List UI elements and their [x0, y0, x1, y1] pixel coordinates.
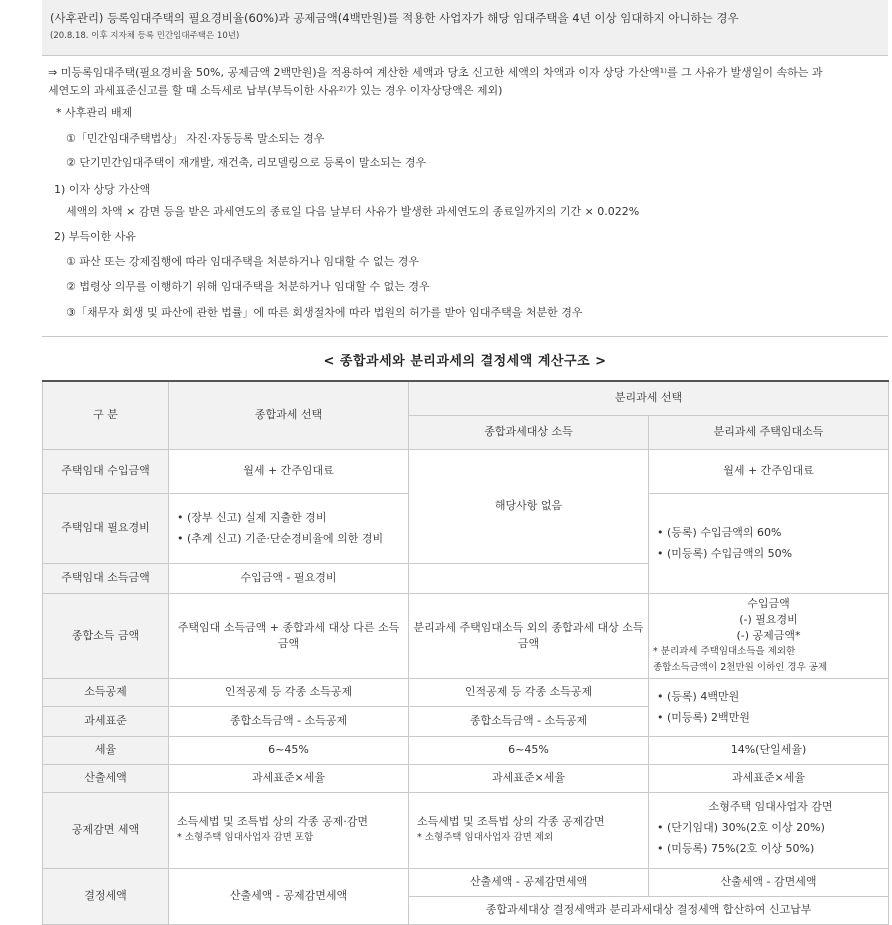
- credit-sep-rental-line-1: 소형주택 임대사업자 감면: [708, 799, 833, 813]
- cell-credit-sep-rental: [649, 792, 889, 868]
- interest-title: 1) 이자 상당 가산액: [54, 183, 151, 196]
- cell-final-tax-sep-total: 종합과세대상 결정세액과 분리과세대상 결정세액 합산하여 신고납부: [409, 896, 889, 924]
- cell-deduction-sep-rental: [649, 678, 889, 736]
- credit-sep-comp-line-1: 소득세법 및 조특법 상의 각종 공제감면: [417, 815, 605, 828]
- expenses-comp-bullet-2: • (추계 신고) 기준·단순경비율에 의한 경비: [177, 531, 384, 545]
- cell-rate-comp: 6~45%: [169, 736, 409, 764]
- credit-comp-line-2: * 소형주택 임대사업자 감면 포함: [177, 832, 314, 843]
- cell-rental-income-sep-comp: [409, 563, 649, 593]
- cell-deduction-comp: 인적공제 등 각종 소득공제: [169, 678, 409, 706]
- deduction-sep-rental-bullet-1: • (등록) 4백만원: [657, 689, 740, 703]
- cell-final-tax-comp: 산출세액 - 공제감면세액: [169, 868, 409, 924]
- post-management-box: [42, 0, 888, 56]
- header-sep-comprehensive-income: 종합과세대상 소득: [409, 415, 649, 449]
- cell-expenses-sep-rental: [649, 493, 889, 593]
- exclusion-title: * 사후관리 배제: [56, 106, 133, 119]
- cell-deduction-sep-comp: 인적공제 등 각종 소득공제: [409, 678, 649, 706]
- tax-structure-table: [42, 380, 889, 925]
- unavoidable-item-3: ③「채무자 회생 및 파산에 관한 법률」에 따른 회생절차에 따라 법원의 허가를 받아 임대주택을 처분한 경우: [66, 306, 583, 319]
- cell-rate-sep-comp: 6~45%: [409, 736, 649, 764]
- table-header-row-1: [43, 381, 889, 415]
- row-label-deduction: 소득공제: [43, 678, 169, 706]
- row-label-final-tax: 결정세액: [43, 868, 169, 924]
- unavoidable-item-2: ② 법령상 의무를 이행하기 위해 임대주택을 처분하거나 임대할 수 없는 경우: [66, 280, 430, 293]
- header-sep-rental-income: 분리과세 주택임대소득: [649, 415, 889, 449]
- section-title: < 종합과세와 분리과세의 결정세액 계산구조 >: [323, 354, 607, 369]
- rental-income-sep-note-1: * 분리과세 주택임대소득을 제외한: [653, 645, 796, 657]
- main-note-line-1: ⇒ 미등록임대주택(필요경비율 50%, 공제금액 2백만원)을 적용하여 계산한 세액과 당초 신고한 세액의 차액과 이자 상당 가산액¹⁾를 그 사유가 발생일이 속하는 과: [48, 66, 823, 79]
- header-comprehensive: 종합과세 선택: [169, 381, 409, 449]
- cell-revenue-comp: 월세 + 간주임대료: [169, 449, 409, 493]
- header-category: 구 분: [43, 381, 169, 449]
- cell-final-tax-sep-comp: 산출세액 - 공제감면세액: [409, 868, 649, 896]
- main-note-line-2: 세연도의 과세표준신고를 할 때 소득세로 납부(부득이한 사유²⁾가 있는 경우 이자상당액은 제외): [48, 84, 503, 97]
- row-label-expenses: 주택임대 필요경비: [43, 493, 169, 563]
- cell-rental-income-sep-rental: [649, 593, 889, 678]
- table-row-revenue: [43, 449, 889, 493]
- cell-revenue-sep-rental: 월세 + 간주임대료: [649, 449, 889, 493]
- unavoidable-item-1: ① 파산 또는 강제집행에 따라 임대주택을 처분하거나 임대할 수 없는 경우: [66, 255, 419, 268]
- credit-sep-rental-bullet-2: • (미등록) 75%(2호 이상 50%): [657, 841, 815, 855]
- cell-total-income-sep-comp: 분리과세 주택임대소득 외의 종합과세 대상 소득금액: [409, 593, 649, 678]
- expenses-sep-rental-bullet-1: • (등록) 수입금액의 60%: [657, 525, 782, 539]
- table-row-rate: [43, 736, 889, 764]
- credit-comp-line-1: 소득세법 및 조특법 상의 각종 공제·감면: [177, 815, 368, 828]
- rental-income-sep-line-3: (-) 공제금액*: [736, 628, 801, 642]
- credit-sep-comp-line-2: * 소형주택 임대사업자 감면 제외: [417, 832, 554, 843]
- row-label-revenue: 주택임대 수입금액: [43, 449, 169, 493]
- table-row-deduction: [43, 678, 889, 706]
- post-management-title: (사후관리) 등록임대주택의 필요경비율(60%)과 공제금액(4백만원)를 적용한 사업자가 해당 임대주택을 4년 이상 임대하지 아니하는 경우: [50, 11, 739, 25]
- cell-computed-tax-sep-comp: 과세표준×세율: [409, 764, 649, 792]
- expenses-sep-rental-bullet-2: • (미등록) 수입금액의 50%: [657, 546, 793, 560]
- cell-tax-base-sep-comp: 종합소득금액 - 소득공제: [409, 706, 649, 736]
- post-management-subnote: (20.8.18. 이후 지자체 등록 민간임대주택은 10년): [50, 31, 240, 41]
- row-label-total-income: 종합소득 금액: [43, 593, 169, 678]
- expenses-comp-bullet-1: • (장부 신고) 실제 지출한 경비: [177, 510, 327, 524]
- row-label-credit: 공제감면 세액: [43, 792, 169, 868]
- row-label-rate: 세율: [43, 736, 169, 764]
- row-label-rental-income: 주택임대 소득금액: [43, 563, 169, 593]
- table-row-total-income: [43, 593, 889, 678]
- cell-expenses-comp: [169, 493, 409, 563]
- header-separate: 분리과세 선택: [409, 381, 889, 415]
- table-row-credit: [43, 792, 889, 868]
- table-row-final-tax: [43, 868, 889, 896]
- cell-computed-tax-comp: 과세표준×세율: [169, 764, 409, 792]
- cell-credit-comp: [169, 792, 409, 868]
- cell-credit-sep-comp: [409, 792, 649, 868]
- unavoidable-title: 2) 부득이한 사유: [54, 230, 137, 243]
- cell-tax-base-comp: 종합소득금액 - 소득공제: [169, 706, 409, 736]
- credit-sep-rental-bullet-1: • (단기임대) 30%(2호 이상 20%): [657, 820, 825, 834]
- row-label-tax-base: 과세표준: [43, 706, 169, 736]
- interest-body: 세액의 차액 × 감면 등을 받은 과세연도의 종료일 다음 날부터 사유가 발생한 과세연도의 종료일까지의 기간 × 0.022%: [66, 205, 640, 218]
- cell-computed-tax-sep-rental: 과세표준×세율: [649, 764, 889, 792]
- section-divider: [42, 336, 888, 337]
- exclusion-item-2: ② 단기민간임대주택이 재개발, 재건축, 리모델링으로 등록이 말소되는 경우: [66, 156, 427, 169]
- exclusion-item-1: ①「민간임대주택법상」 자진·자동등록 말소되는 경우: [66, 132, 325, 145]
- rental-income-sep-line-2: (-) 필요경비: [739, 612, 798, 626]
- table-row-computed-tax: [43, 764, 889, 792]
- cell-expenses-sep-comp: 해당사항 없음: [409, 449, 649, 563]
- rental-income-sep-note-2: 종합소득금액이 2천만원 이하인 경우 공제: [653, 661, 828, 673]
- cell-final-tax-sep-rental: 산출세액 - 감면세액: [649, 868, 889, 896]
- cell-rental-income-comp: 수입금액 - 필요경비: [169, 563, 409, 593]
- deduction-sep-rental-bullet-2: • (미등록) 2백만원: [657, 710, 750, 724]
- cell-total-income-comp: 주택임대 소득금액 + 종합과세 대상 다른 소득금액: [169, 593, 409, 678]
- rental-income-sep-line-1: 수입금액: [747, 596, 790, 610]
- row-label-computed-tax: 산출세액: [43, 764, 169, 792]
- cell-rate-sep-rental: 14%(단일세율): [649, 736, 889, 764]
